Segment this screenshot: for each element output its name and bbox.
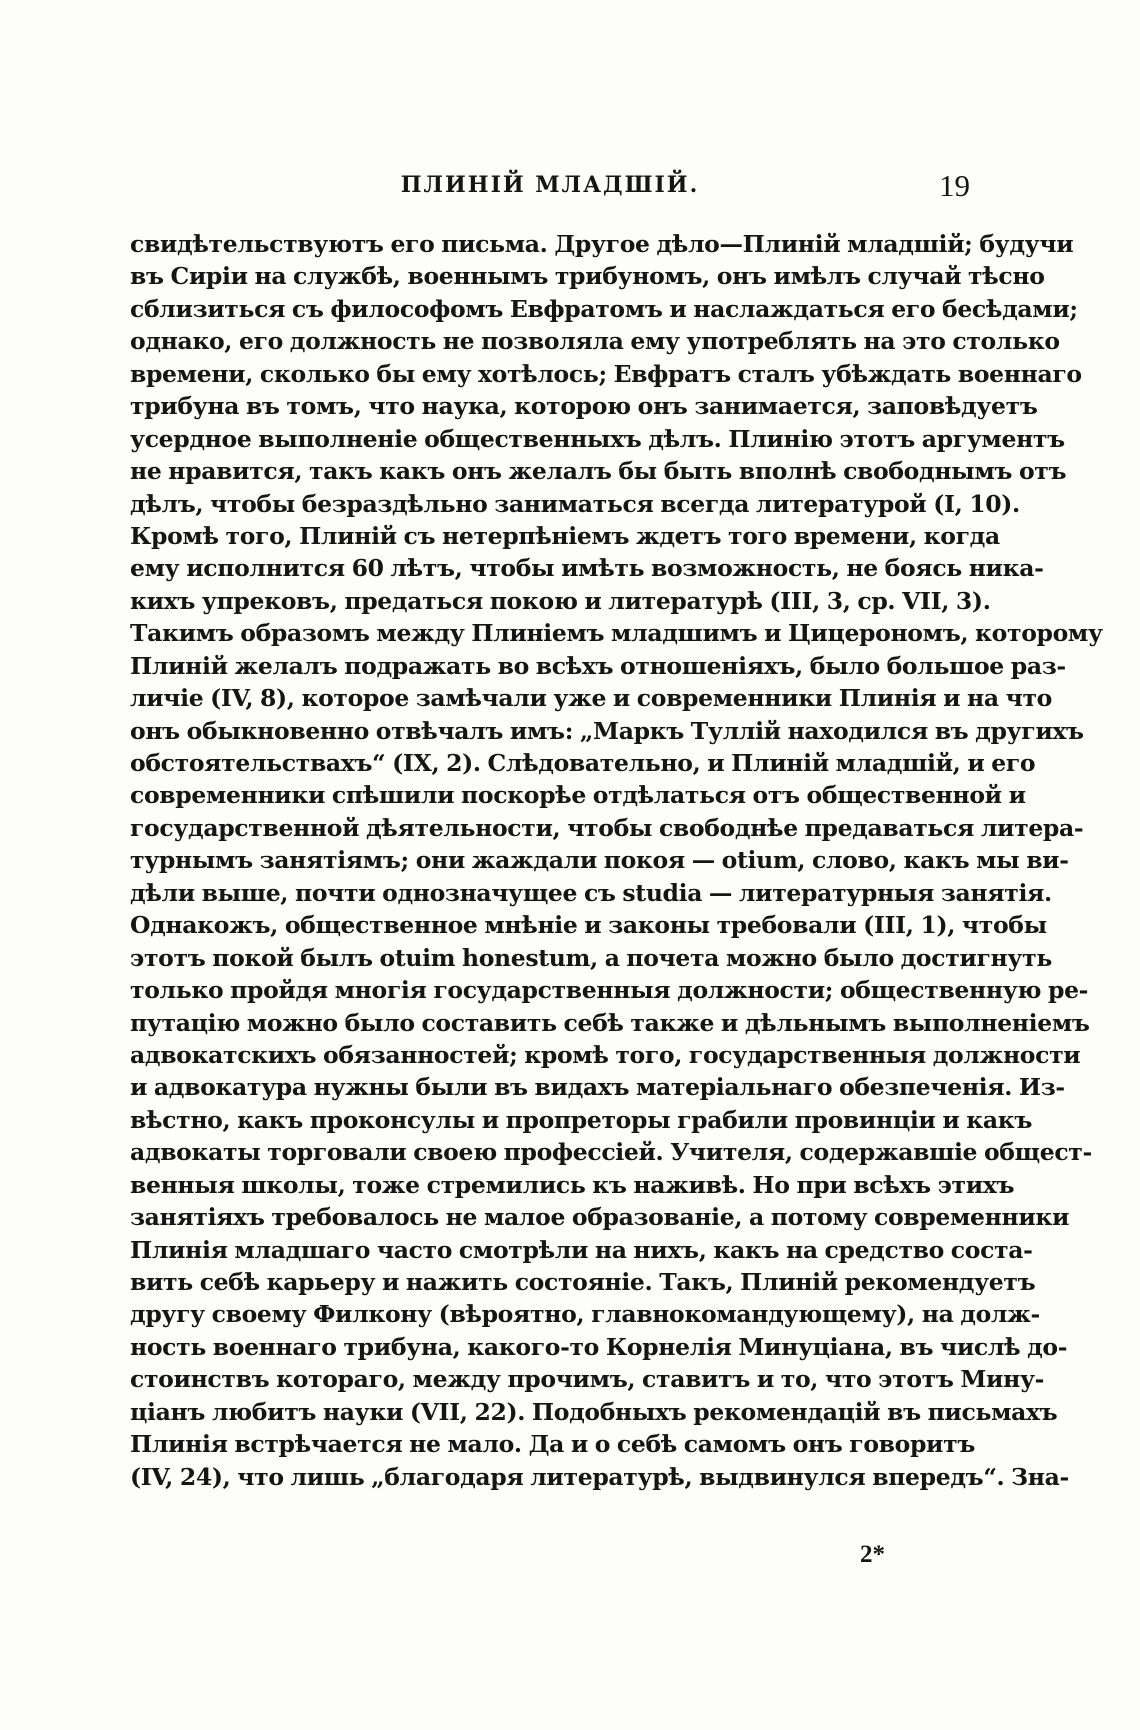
text-line: другу своему Филкону (вѣроятно, главнокомандующему), на долж- (130, 1300, 1040, 1329)
text-line: времени, сколько бы ему хотѣлось; Евфратъ сталъ убѣждать военнаго (130, 359, 1082, 388)
page-number: 19 (939, 168, 970, 203)
body-text (130, 228, 1103, 1493)
running-head (130, 168, 970, 208)
text-line: личіе (IV, 8), которое замѣчали уже и современники Плинія и на что (130, 684, 1052, 713)
text-line: Кромѣ того, Плиній съ нетерпѣніемъ ждетъ того времени, когда (130, 521, 1000, 550)
text-line: обстоятельствахъ“ (IX, 2). Слѣдовательно, и Плиній младшій, и его (130, 749, 1036, 777)
text-line: путацію можно было составить себѣ также и дѣльнымъ выполненіемъ (130, 1008, 1090, 1037)
text-line: ность военнаго трибуна, какого-то Корнелія Минуціана, въ числѣ до- (130, 1332, 1068, 1361)
text-line: кихъ упрековъ, предаться покою и литературѣ (III, 3, ср. VII, 3). (130, 586, 991, 615)
text-line: однако, его должность не позволяла ему употреблять на это столько (130, 327, 1060, 356)
text-line: адвокатскихъ обязанностей; кромѣ того, государственныя должности (130, 1040, 1081, 1069)
text-line: онъ обыкновенно отвѣчалъ имъ: „Маркъ Туллій находился въ другихъ (130, 716, 1084, 745)
text-line: современники спѣшили поскорѣе отдѣлаться отъ общественной и (130, 781, 1026, 810)
text-line: вить себѣ карьеру и нажить состояніе. Такъ, Плиній рекомендуетъ (130, 1268, 1036, 1296)
text-line: адвокаты торговали своею профессіей. Учителя, содержавшіе общест- (130, 1138, 1092, 1167)
text-line: усердное выполненіе общественныхъ дѣлъ. Плинію этотъ аргументъ (130, 424, 1065, 453)
text-line: въ Сиріи на службѣ, военнымъ трибуномъ, онъ имѣлъ случай тѣсно (130, 262, 1045, 291)
text-line: и адвокатура нужны были въ видахъ матеріальнаго обезпеченія. Из- (130, 1073, 1065, 1102)
text-line: турнымъ занятіямъ; они жаждали покоя — otium, слово, какъ мы ви- (130, 846, 1069, 875)
running-head-title: ПЛИНІЙ МЛАДШІЙ. (400, 172, 700, 198)
text-line: (IV, 24), что лишь „благодаря литературѣ, выдвинулся впередъ“. Зна- (130, 1462, 1069, 1491)
text-line: государственной дѣятельности, чтобы свободнѣе предаваться литера- (130, 813, 1084, 842)
text-line: трибуна въ томъ, что наука, которою онъ занимается, заповѣдуетъ (130, 392, 1038, 421)
text-line: сблизиться съ философомъ Евфратомъ и наслаждаться его бесѣдами; (130, 294, 1078, 323)
text-line: венныя школы, тоже стремились къ наживѣ. Но при всѣхъ этихъ (130, 1170, 1015, 1199)
text-line: Плинія встрѣчается не мало. Да и о себѣ самомъ онъ говоритъ (130, 1430, 976, 1459)
text-line: только пройдя многія государственныя должности; общественную ре- (130, 976, 1089, 1005)
text-line: этотъ покой былъ otuim honestum, а почета можно было достигнуть (130, 943, 1052, 972)
text-line: занятіяхъ требовалось не малое образованіе, а потому современники (130, 1203, 1070, 1232)
text-line: дѣли выше, почти однозначущее съ studia — литературныя занятія. (130, 878, 1052, 907)
text-line: не нравится, такъ какъ онъ желалъ бы быть вполнѣ свободнымъ отъ (130, 457, 1067, 486)
text-line: Такимъ образомъ между Плиніемъ младшимъ и Цицерономъ, которому (130, 619, 1103, 648)
text-line: дѣлъ, чтобы безраздѣльно заниматься всегда литературой (I, 10). (130, 489, 1020, 518)
text-line: ему исполнится 60 лѣтъ, чтобы имѣть возможность, не боясь никa- (130, 554, 1044, 583)
text-line: Однакожъ, общественное мнѣніе и законы требовали (III, 1), чтобы (130, 911, 1047, 940)
text-line: ціанъ любитъ науки (VII, 22). Подобныхъ рекомендацій въ письмахъ (130, 1397, 1058, 1426)
text-line: Плиній желалъ подражать во всѣхъ отношеніяхъ, было большое раз- (130, 651, 1066, 680)
text-line: свидѣтельствуютъ его письма. Другое дѣло—Плиній младшій; будучи (130, 230, 1074, 258)
text-line: вѣстно, какъ проконсулы и пропреторы грабили провинціи и какъ (130, 1105, 1033, 1134)
signature-mark: 2* (860, 1541, 885, 1568)
text-line: стоинствъ котораго, между прочимъ, ставитъ и то, что этотъ Мину- (130, 1365, 1045, 1394)
text-line: Плинія младшаго часто смотрѣли на нихъ, какъ на средство соста- (130, 1235, 1033, 1264)
